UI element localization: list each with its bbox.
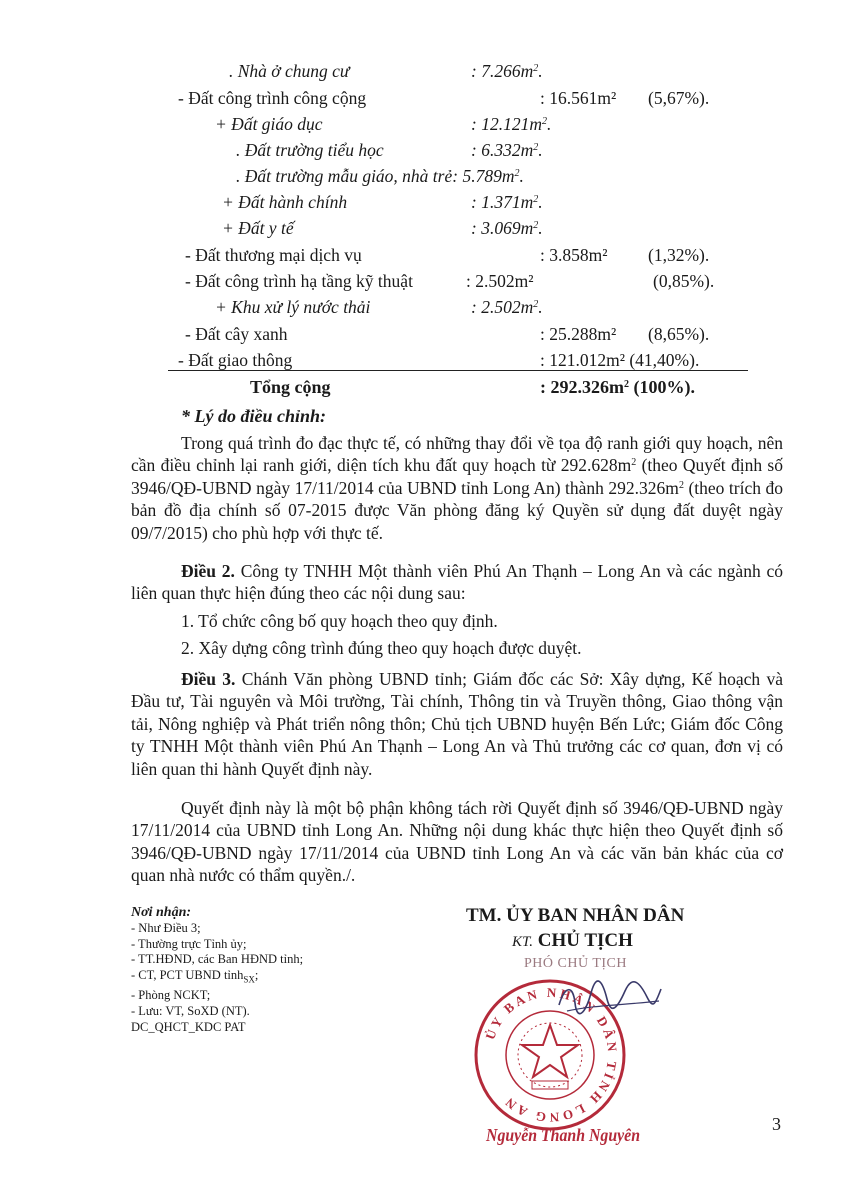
- total-divider: [168, 370, 748, 371]
- row-education-label: + Đất giáo dục: [215, 114, 323, 134]
- row-commercial-pct: (1,32%).: [648, 245, 710, 265]
- total-label: Tổng cộng: [250, 377, 331, 397]
- row-education-area: : $12.121m^2$.: [471, 114, 552, 134]
- row-apartment-area: : $7.266m^2$.: [471, 61, 543, 81]
- row-wastewater-area: : $2.502m^2$.: [471, 297, 543, 317]
- row-infrastructure-label: - Đất công trình hạ tầng kỹ thuật: [185, 271, 413, 291]
- row-infrastructure-pct: (0,85%).: [653, 271, 715, 291]
- row-transport-label: - Đất giao thông: [178, 350, 293, 370]
- recipients-heading: Nơi nhận:: [131, 905, 192, 920]
- article-2-item-1: 1. Tổ chức công bố quy hoạch theo quy định.: [181, 611, 498, 631]
- document-code: DC_QHCT_KDC PAT: [131, 1020, 246, 1035]
- row-greenery-pct: (8,65%).: [648, 324, 710, 344]
- recipients-block: [131, 905, 303, 1036]
- recipient-item: - Thường trực Tỉnh ủy;: [131, 936, 247, 951]
- row-public-works-label: - Đất công trình công cộng: [178, 88, 367, 108]
- article-2-paragraph: Điều 2. Công ty TNHH Một thành viên Phú An Thạnh – Long An và các ngành có liên quan thực hiện đúng theo các nội dung sau:: [131, 561, 784, 604]
- reason-heading: * Lý do điều chỉnh:: [181, 406, 327, 426]
- recipient-item: - Lưu: VT, SoXD (NT).: [131, 1004, 250, 1019]
- recipient-item: - TT.HĐND, các Ban HĐND tỉnh;: [131, 952, 304, 967]
- row-infrastructure-area: : 2.502m²: [466, 271, 534, 291]
- article-2-item-2: 2. Xây dựng công trình đúng theo quy hoạch được duyệt.: [181, 638, 582, 658]
- article-3-paragraph: Điều 3. Chánh Văn phòng UBND tỉnh; Giám đốc các Sở: Xây dựng, Kế hoạch và Đầu tư, Tài nguyên và Môi trường, Tài chính, Thông tin và Truyền thông, Giao thông vận tải, Nông nghiệp và Phát triển nông thôn; Chủ tịch UBND huyện Bến Lức; Giám đốc Công ty TNHH Một thành viên Phú An Thạnh – Long An và Thủ trưởng các cơ quan, đơn vị có liên quan thi hành Quyết định này.: [131, 669, 783, 779]
- svg-text:ỦY BAN NHÂN DÂN TỈNH LONG AN: ỦY BAN NHÂN DÂN TỈNH LONG AN: [482, 984, 621, 1126]
- total-value: : $292.326m^2$ (100%).: [540, 377, 695, 397]
- reason-paragraph: Trong quá trình đo đạc thực tế, có những thay đổi về tọa độ ranh giới quy hoạch, nên cần điều chỉnh lại ranh giới, diện tích khu đất quy hoạch từ $292.628m^2$ (theo Quyết định số 3946/QĐ-UBND ngày 17/11/2014 của UBND tỉnh Long An) thành $292.326m^2$ (theo trích đo bản đồ địa chính số 07-2015 được Văn phòng đăng ký Quyền sử dụng đất duyệt ngày 09/7/2015) cho phù hợp với thực tế.: [131, 433, 784, 543]
- recipient-item: - Phòng NCKT;: [131, 988, 211, 1003]
- handwritten-signature-icon: [555, 975, 665, 1020]
- row-wastewater-label: + Khu xử lý nước thải: [215, 297, 371, 317]
- signer-name: Nguyễn Thanh Nguyên: [486, 1125, 641, 1145]
- page-number: 3: [772, 1114, 781, 1134]
- row-administration-area: : $1.371m^2$.: [471, 192, 543, 212]
- row-administration-label: + Đất hành chính: [222, 192, 348, 212]
- article-2-label: Điều 2.: [181, 561, 235, 581]
- row-transport-area: : 121.012m² (41,40%).: [540, 350, 700, 370]
- row-commercial-area: : 3.858m²: [540, 245, 608, 265]
- row-public-works-pct: (5,67%).: [648, 88, 710, 108]
- closing-paragraph: Quyết định này là một bộ phận không tách rời Quyết định số 3946/QĐ-UBND ngày 17/11/2014 của UBND tỉnh Long An. Những nội dung khác thực hiện theo Quyết định số 3946/QĐ-UBND ngày 17/11/2014 của UBND tỉnh Long An và các văn bản khác của cơ quan nhà nước có thẩm quyền./.: [131, 798, 783, 886]
- recipient-item: - CT, PCT UBND tỉnh$_{SX}$;: [131, 968, 259, 985]
- signature-deputy-stamp: PHÓ CHỦ TỊCH: [524, 956, 627, 971]
- signature-title: KT. CHỦ TỊCH: [512, 930, 633, 951]
- row-public-works-area: : 16.561m²: [540, 88, 617, 108]
- row-health-area: : $3.069m^2$.: [471, 218, 543, 238]
- article-3-label: Điều 3.: [181, 669, 236, 689]
- row-commercial-label: - Đất thương mại dịch vụ: [185, 245, 362, 265]
- recipient-item: - Như Điều 3;: [131, 920, 201, 935]
- row-apartment-label: . Nhà ở chung cư: [229, 61, 350, 81]
- row-primary-school-area: : $6.332m^2$.: [471, 140, 543, 160]
- row-health-label: + Đất y tế: [222, 218, 294, 238]
- row-kindergarten-label: . Đất trường mẫu giáo, nhà trẻ: $5.789m^2$.: [236, 166, 524, 186]
- row-greenery-label: - Đất cây xanh: [185, 324, 288, 344]
- signature-org: TM. ỦY BAN NHÂN DÂN: [466, 905, 685, 926]
- row-greenery-area: : 25.288m²: [540, 324, 617, 344]
- row-primary-school-label: . Đất trường tiểu học: [236, 140, 384, 160]
